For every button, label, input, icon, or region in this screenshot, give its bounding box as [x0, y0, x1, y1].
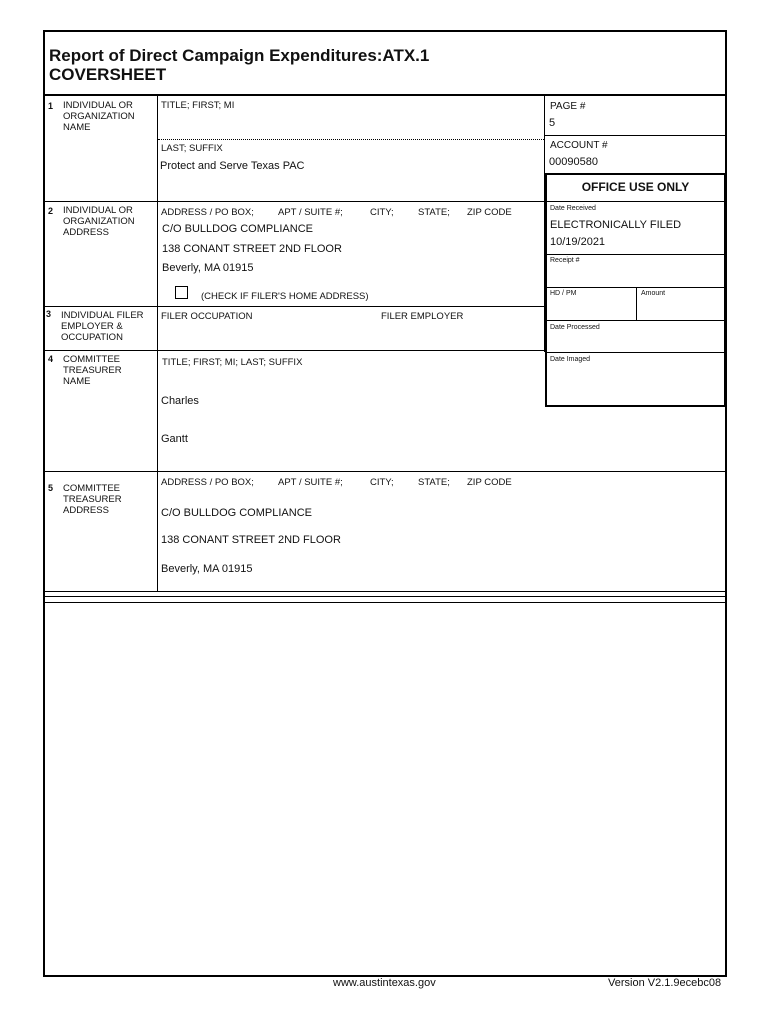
section2-zip-label: ZIP CODE: [467, 207, 512, 218]
section5-state-label: STATE;: [418, 477, 450, 488]
section2-address-label: ADDRESS / PO BOX;: [161, 207, 254, 218]
section5-number: 5: [48, 483, 54, 493]
home-address-checkbox[interactable]: [175, 286, 188, 299]
amount-divider: [636, 287, 637, 320]
title-first-mi-label: TITLE; FIRST; MI: [161, 100, 235, 111]
date-processed-divider: [546, 320, 725, 321]
section2-divider: [44, 306, 544, 307]
filer-name-value: Protect and Serve Texas PAC: [160, 160, 305, 172]
form-title: [49, 46, 429, 84]
section5-address-line2: 138 CONANT STREET 2ND FLOOR: [161, 534, 341, 546]
section5-apt-label: APT / SUITE #;: [278, 477, 343, 488]
office-heading-divider: [546, 201, 725, 202]
account-value: 00090580: [549, 156, 598, 168]
title-divider: [44, 94, 726, 96]
treasurer-last-name: Gantt: [161, 433, 188, 445]
sections-end-divider-mid: [44, 596, 726, 597]
office-use-heading: OFFICE USE ONLY: [581, 180, 690, 194]
filer-employer-label: FILER EMPLOYER: [381, 311, 464, 322]
label-column-divider: [157, 96, 158, 591]
section5-address-line3: Beverly, MA 01915: [161, 563, 253, 575]
date-received-value-line2: 10/19/2021: [550, 236, 606, 248]
section2-apt-label: APT / SUITE #;: [278, 207, 343, 218]
page-value: 5: [549, 117, 556, 129]
account-label: ACCOUNT #: [550, 140, 608, 151]
home-address-check-label: (CHECK IF FILER'S HOME ADDRESS): [201, 291, 369, 302]
amount-label: Amount: [641, 290, 666, 297]
filer-occupation-label: FILER OCCUPATION: [161, 311, 253, 322]
section3-label: INDIVIDUAL FILER EMPLOYER & OCCUPATION: [61, 310, 144, 343]
section4-number: 4: [48, 354, 54, 364]
section1-divider: [44, 201, 544, 202]
section2-label: INDIVIDUAL OR ORGANIZATION ADDRESS: [63, 205, 135, 238]
receipt-label: Receipt #: [550, 257, 580, 264]
sections-end-divider-top: [44, 591, 726, 592]
section5-zip-label: ZIP CODE: [467, 477, 512, 488]
section2-number: 2: [48, 206, 54, 216]
date-received-value-line1: ELECTRONICALLY FILED: [550, 219, 682, 231]
section2-address-line3: Beverly, MA 01915: [162, 262, 254, 274]
date-imaged-label: Date Imaged: [550, 356, 591, 363]
name-dotted-divider: [158, 139, 544, 140]
treasurer-first-name: Charles: [161, 395, 199, 407]
section4-label: COMMITTEE TREASURER NAME: [63, 354, 122, 387]
receipt-divider: [546, 254, 725, 255]
section2-address-line1: C/O BULLDOG COMPLIANCE: [162, 223, 313, 235]
date-received-label: Date Received: [550, 205, 596, 212]
section2-address-line2: 138 CONANT STREET 2ND FLOOR: [162, 243, 342, 255]
last-suffix-label: LAST; SUFFIX: [161, 143, 223, 154]
form-title-line1: Report of Direct Campaign Expenditures:ATX.1: [49, 46, 430, 65]
section2-state-label: STATE;: [418, 207, 450, 218]
page-label: PAGE #: [550, 101, 586, 112]
section3-number: 3: [46, 309, 52, 319]
footer-website: www.austintexas.gov: [333, 977, 436, 989]
date-processed-label: Date Processed: [550, 324, 600, 331]
section1-label: INDIVIDUAL OR ORGANIZATION NAME: [63, 100, 135, 133]
hd-pm-label: HD / PM: [550, 290, 577, 297]
treasurer-name-label: TITLE; FIRST; MI; LAST; SUFFIX: [162, 357, 303, 368]
date-imaged-divider: [546, 352, 725, 353]
section1-number: 1: [48, 101, 54, 111]
sections-end-divider-bottom: [44, 602, 726, 603]
page-divider: [545, 135, 726, 136]
section5-address-label: ADDRESS / PO BOX;: [161, 477, 254, 488]
section3-divider: [44, 350, 544, 351]
section5-label: COMMITTEE TREASURER ADDRESS: [63, 483, 122, 516]
section5-address-line1: C/O BULLDOG COMPLIANCE: [161, 507, 312, 519]
section5-city-label: CITY;: [370, 477, 394, 488]
section4-divider: [44, 471, 726, 472]
section2-city-label: CITY;: [370, 207, 394, 218]
footer-version: Version V2.1.9ecebc08: [608, 977, 722, 989]
form-title-line2: COVERSHEET: [49, 65, 167, 84]
